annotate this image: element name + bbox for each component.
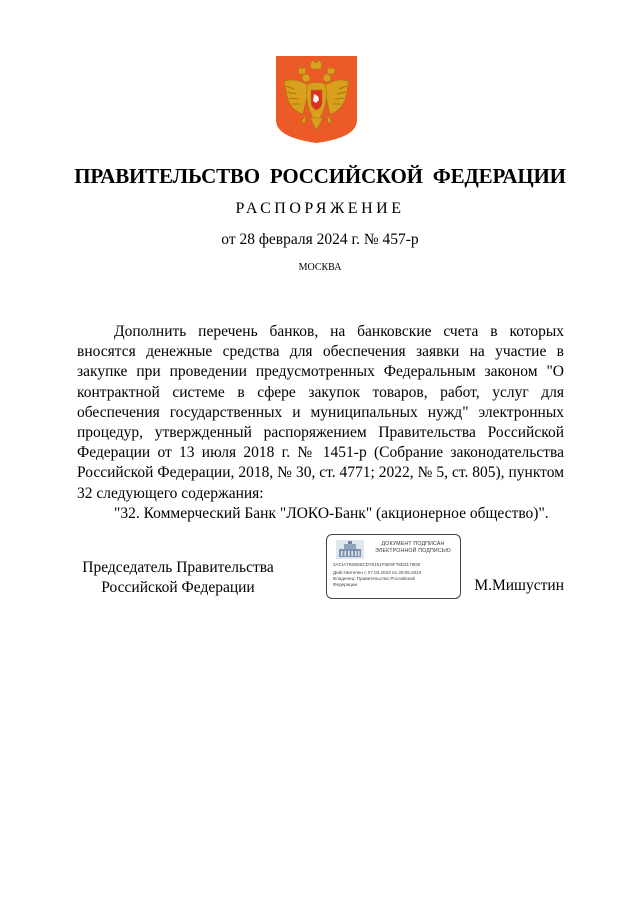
signatory-name: М.Мишустин: [474, 577, 564, 594]
body-paragraph: "32. Коммерческий Банк "ЛОКО-Банк" (акционерное общество)".: [114, 504, 549, 522]
stamp-heading-line: ДОКУМЕНТ ПОДПИСАН: [381, 541, 445, 547]
stamp-certificate-serial: 2ACIA7929D5CD78161F0E9F78D3178DE: [333, 562, 421, 567]
signatory-title: [79, 558, 277, 598]
stamp-heading: [367, 541, 459, 555]
organization-title: ПРАВИТЕЛЬСТВО РОССИЙСКОЙ ФЕДЕРАЦИИ: [74, 164, 566, 188]
stamp-owner-continued: Федерации: [333, 582, 358, 587]
body-paragraph: Дополнить перечень банков, на банковские счета в которых вносятся денежные средства для обеспечения заявки на участие в закупке при проведении предусмотренных Федеральным законом "О контрактной системе в сфере закупок товаров, работ, услуг для обеспечения государственных и муниципальных нужд" электронных процедур, утвержденный распоряжением Правительства Российской Федерации от 13 июля 2018 г. № 1451-р (Собрание законодательства Российской Федерации, 2018, № 30, ст. 4771; 2022, № 5, ст. 805), пунктом 32 следующего содержания:: [77, 323, 564, 502]
stamp-heading-line: ЭЛЕКТРОННОЙ ПОДПИСЬЮ: [375, 548, 451, 554]
document-type: РАСПОРЯЖЕНИЕ: [235, 200, 405, 217]
stamp-owner: Владелец: Правительство Российской: [333, 576, 415, 581]
government-building-icon: [336, 540, 364, 559]
signatory-title-line: Председатель Правительства: [82, 559, 274, 576]
signatory-title-line: Российской Федерации: [101, 579, 255, 596]
document-date-number: от 28 февраля 2024 г. № 457-р: [221, 231, 419, 248]
document-city: МОСКВА: [298, 262, 342, 273]
electronic-signature-stamp: [326, 534, 461, 599]
coat-of-arms-icon: [276, 56, 357, 143]
stamp-validity: Действителен с 07.03.2023 по 30.05.2024: [333, 570, 422, 575]
document-body: [77, 322, 564, 524]
